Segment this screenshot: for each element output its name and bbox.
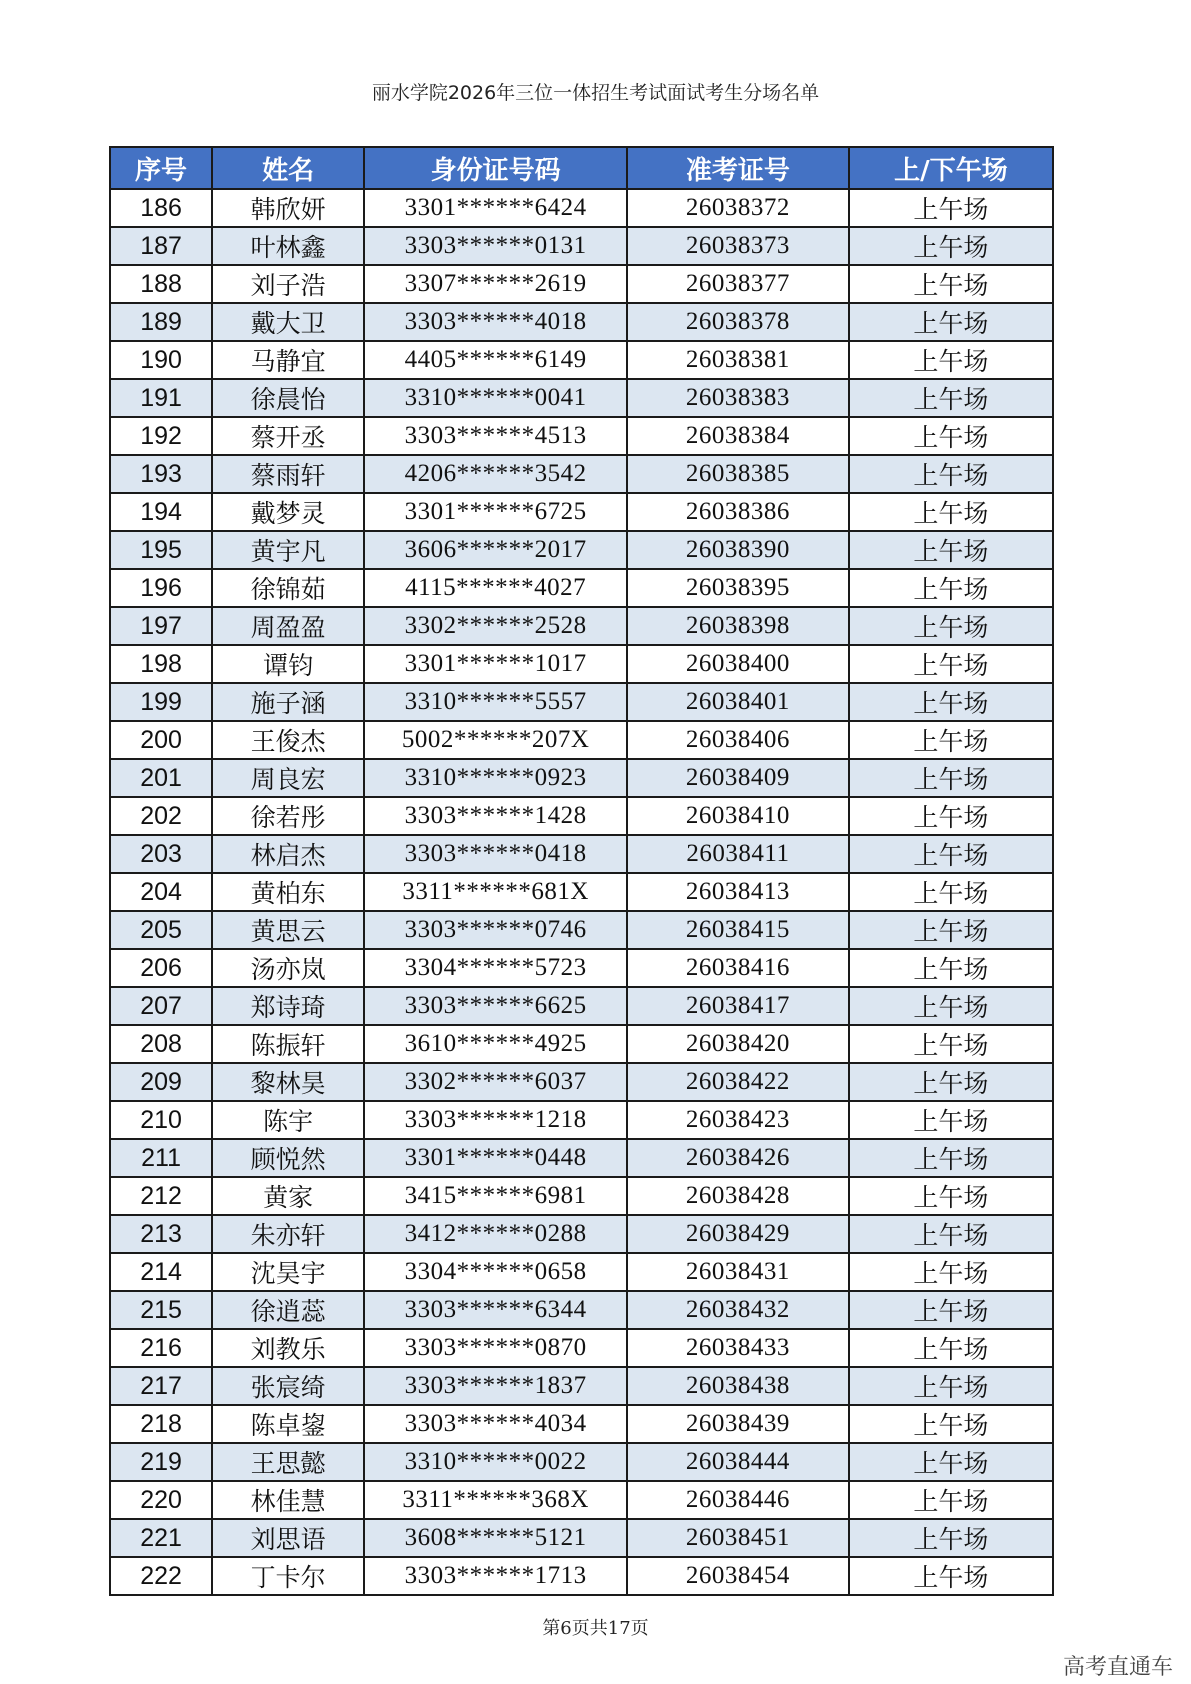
cell-id-number: 3303******0131 <box>364 227 627 265</box>
cell-session: 上午场 <box>849 1481 1053 1519</box>
cell-session: 上午场 <box>849 1291 1053 1329</box>
cell-id-number: 3310******5557 <box>364 683 627 721</box>
cell-name: 蔡开丞 <box>212 417 364 455</box>
cell-seq-no: 213 <box>110 1215 212 1253</box>
cell-id-number: 3303******0746 <box>364 911 627 949</box>
cell-session: 上午场 <box>849 227 1053 265</box>
cell-exam-number: 26038415 <box>627 911 849 949</box>
table-row <box>110 455 1053 493</box>
table-row <box>110 1291 1053 1329</box>
cell-session: 上午场 <box>849 303 1053 341</box>
table-row <box>110 1329 1053 1367</box>
cell-seq-no: 199 <box>110 683 212 721</box>
cell-seq-no: 201 <box>110 759 212 797</box>
cell-name: 陈宇 <box>212 1101 364 1139</box>
table-row <box>110 949 1053 987</box>
cell-name: 陈卓鋆 <box>212 1405 364 1443</box>
cell-id-number: 3310******0923 <box>364 759 627 797</box>
cell-session: 上午场 <box>849 1443 1053 1481</box>
cell-seq-no: 220 <box>110 1481 212 1519</box>
cell-name: 林佳慧 <box>212 1481 364 1519</box>
cell-name: 叶林鑫 <box>212 227 364 265</box>
cell-name: 陈振轩 <box>212 1025 364 1063</box>
cell-id-number: 3311******681X <box>364 873 627 911</box>
cell-id-number: 3608******5121 <box>364 1519 627 1557</box>
cell-exam-number: 26038378 <box>627 303 849 341</box>
cell-id-number: 3301******6725 <box>364 493 627 531</box>
header-exam-number: 准考证号 <box>627 147 849 189</box>
cell-name: 沈昊宇 <box>212 1253 364 1291</box>
cell-exam-number: 26038381 <box>627 341 849 379</box>
cell-exam-number: 26038401 <box>627 683 849 721</box>
watermark-text: 高考直通车 <box>1062 1655 1173 1680</box>
cell-id-number: 4206******3542 <box>364 455 627 493</box>
cell-id-number: 3303******0870 <box>364 1329 627 1367</box>
cell-exam-number: 26038432 <box>627 1291 849 1329</box>
cell-exam-number: 26038454 <box>627 1557 849 1595</box>
cell-exam-number: 26038431 <box>627 1253 849 1291</box>
cell-exam-number: 26038413 <box>627 873 849 911</box>
cell-name: 周盈盈 <box>212 607 364 645</box>
table-row <box>110 873 1053 911</box>
cell-session: 上午场 <box>849 1329 1053 1367</box>
cell-name: 汤亦岚 <box>212 949 364 987</box>
cell-session: 上午场 <box>849 265 1053 303</box>
cell-id-number: 3303******0418 <box>364 835 627 873</box>
cell-name: 王俊杰 <box>212 721 364 759</box>
cell-seq-no: 205 <box>110 911 212 949</box>
cell-session: 上午场 <box>849 1177 1053 1215</box>
cell-session: 上午场 <box>849 455 1053 493</box>
cell-id-number: 3415******6981 <box>364 1177 627 1215</box>
cell-seq-no: 202 <box>110 797 212 835</box>
cell-name: 谭钧 <box>212 645 364 683</box>
cell-seq-no: 190 <box>110 341 212 379</box>
table-body <box>110 189 1053 1595</box>
cell-exam-number: 26038400 <box>627 645 849 683</box>
cell-session: 上午场 <box>849 379 1053 417</box>
table-row <box>110 759 1053 797</box>
cell-seq-no: 194 <box>110 493 212 531</box>
cell-session: 上午场 <box>849 189 1053 227</box>
cell-id-number: 3302******2528 <box>364 607 627 645</box>
cell-session: 上午场 <box>849 1367 1053 1405</box>
cell-seq-no: 214 <box>110 1253 212 1291</box>
cell-name: 黎林昊 <box>212 1063 364 1101</box>
cell-seq-no: 203 <box>110 835 212 873</box>
cell-session: 上午场 <box>849 1025 1053 1063</box>
cell-session: 上午场 <box>849 987 1053 1025</box>
cell-id-number: 3301******1017 <box>364 645 627 683</box>
table-row <box>110 1481 1053 1519</box>
cell-id-number: 3303******6625 <box>364 987 627 1025</box>
cell-exam-number: 26038422 <box>627 1063 849 1101</box>
cell-session: 上午场 <box>849 1139 1053 1177</box>
cell-exam-number: 26038384 <box>627 417 849 455</box>
cell-seq-no: 222 <box>110 1557 212 1595</box>
cell-exam-number: 26038386 <box>627 493 849 531</box>
cell-exam-number: 26038409 <box>627 759 849 797</box>
cell-seq-no: 206 <box>110 949 212 987</box>
cell-id-number: 4405******6149 <box>364 341 627 379</box>
cell-seq-no: 208 <box>110 1025 212 1063</box>
cell-id-number: 3303******1837 <box>364 1367 627 1405</box>
table-row <box>110 1101 1053 1139</box>
cell-session: 上午场 <box>849 607 1053 645</box>
cell-seq-no: 219 <box>110 1443 212 1481</box>
table-row <box>110 987 1053 1025</box>
cell-id-number: 3303******4018 <box>364 303 627 341</box>
cell-exam-number: 26038416 <box>627 949 849 987</box>
cell-exam-number: 26038433 <box>627 1329 849 1367</box>
table-row <box>110 417 1053 455</box>
table-row <box>110 721 1053 759</box>
cell-name: 黄家 <box>212 1177 364 1215</box>
cell-exam-number: 26038439 <box>627 1405 849 1443</box>
cell-id-number: 3307******2619 <box>364 265 627 303</box>
cell-id-number: 3303******1713 <box>364 1557 627 1595</box>
cell-session: 上午场 <box>849 683 1053 721</box>
cell-name: 林启杰 <box>212 835 364 873</box>
table-header-row <box>110 147 1053 189</box>
cell-session: 上午场 <box>849 911 1053 949</box>
table-row <box>110 1519 1053 1557</box>
cell-name: 丁卡尔 <box>212 1557 364 1595</box>
table-row <box>110 1025 1053 1063</box>
candidate-table <box>109 146 1054 1596</box>
table-row <box>110 189 1053 227</box>
cell-name: 周良宏 <box>212 759 364 797</box>
table-row <box>110 683 1053 721</box>
cell-seq-no: 210 <box>110 1101 212 1139</box>
cell-exam-number: 26038373 <box>627 227 849 265</box>
table-row <box>110 1405 1053 1443</box>
cell-exam-number: 26038398 <box>627 607 849 645</box>
table-row <box>110 341 1053 379</box>
table-row <box>110 1557 1053 1595</box>
cell-session: 上午场 <box>849 1519 1053 1557</box>
cell-exam-number: 26038446 <box>627 1481 849 1519</box>
table-row <box>110 493 1053 531</box>
table-row <box>110 835 1053 873</box>
cell-exam-number: 26038411 <box>627 835 849 873</box>
cell-session: 上午场 <box>849 1557 1053 1595</box>
cell-seq-no: 218 <box>110 1405 212 1443</box>
cell-name: 王思懿 <box>212 1443 364 1481</box>
cell-seq-no: 198 <box>110 645 212 683</box>
cell-session: 上午场 <box>849 721 1053 759</box>
cell-seq-no: 188 <box>110 265 212 303</box>
cell-exam-number: 26038426 <box>627 1139 849 1177</box>
cell-session: 上午场 <box>849 645 1053 683</box>
cell-name: 徐逍蕊 <box>212 1291 364 1329</box>
cell-exam-number: 26038377 <box>627 265 849 303</box>
cell-id-number: 3304******0658 <box>364 1253 627 1291</box>
cell-name: 黄思云 <box>212 911 364 949</box>
cell-name: 徐锦茹 <box>212 569 364 607</box>
cell-seq-no: 212 <box>110 1177 212 1215</box>
cell-name: 蔡雨轩 <box>212 455 364 493</box>
cell-seq-no: 189 <box>110 303 212 341</box>
cell-exam-number: 26038428 <box>627 1177 849 1215</box>
cell-name: 黄柏东 <box>212 873 364 911</box>
cell-session: 上午场 <box>849 759 1053 797</box>
cell-session: 上午场 <box>849 1405 1053 1443</box>
table-row <box>110 1063 1053 1101</box>
cell-exam-number: 26038410 <box>627 797 849 835</box>
table-row <box>110 379 1053 417</box>
cell-seq-no: 193 <box>110 455 212 493</box>
table-row <box>110 1367 1053 1405</box>
cell-seq-no: 207 <box>110 987 212 1025</box>
cell-exam-number: 26038372 <box>627 189 849 227</box>
cell-session: 上午场 <box>849 873 1053 911</box>
cell-exam-number: 26038444 <box>627 1443 849 1481</box>
cell-exam-number: 26038390 <box>627 531 849 569</box>
cell-id-number: 3303******4513 <box>364 417 627 455</box>
cell-session: 上午场 <box>849 569 1053 607</box>
cell-seq-no: 186 <box>110 189 212 227</box>
cell-name: 戴梦灵 <box>212 493 364 531</box>
cell-id-number: 3303******4034 <box>364 1405 627 1443</box>
table-row <box>110 1139 1053 1177</box>
cell-exam-number: 26038417 <box>627 987 849 1025</box>
cell-seq-no: 216 <box>110 1329 212 1367</box>
cell-seq-no: 187 <box>110 227 212 265</box>
cell-name: 黄宇凡 <box>212 531 364 569</box>
cell-name: 徐晨怡 <box>212 379 364 417</box>
cell-id-number: 5002******207X <box>364 721 627 759</box>
table-row <box>110 607 1053 645</box>
cell-name: 韩欣妍 <box>212 189 364 227</box>
cell-seq-no: 221 <box>110 1519 212 1557</box>
cell-name: 刘思语 <box>212 1519 364 1557</box>
header-seq-no: 序号 <box>110 147 212 189</box>
cell-id-number: 3303******1218 <box>364 1101 627 1139</box>
cell-id-number: 3303******6344 <box>364 1291 627 1329</box>
table-row <box>110 645 1053 683</box>
cell-session: 上午场 <box>849 1253 1053 1291</box>
cell-id-number: 3310******0022 <box>364 1443 627 1481</box>
table-row <box>110 1253 1053 1291</box>
cell-session: 上午场 <box>849 1101 1053 1139</box>
cell-exam-number: 26038395 <box>627 569 849 607</box>
cell-exam-number: 26038438 <box>627 1367 849 1405</box>
page-footer: 第6页共17页 <box>542 1618 649 1639</box>
table-row <box>110 265 1053 303</box>
cell-name: 刘教乐 <box>212 1329 364 1367</box>
table-row <box>110 227 1053 265</box>
cell-id-number: 3303******1428 <box>364 797 627 835</box>
cell-seq-no: 196 <box>110 569 212 607</box>
table-row <box>110 569 1053 607</box>
cell-seq-no: 204 <box>110 873 212 911</box>
cell-seq-no: 200 <box>110 721 212 759</box>
cell-name: 刘子浩 <box>212 265 364 303</box>
table-row <box>110 1443 1053 1481</box>
cell-exam-number: 26038406 <box>627 721 849 759</box>
cell-exam-number: 26038429 <box>627 1215 849 1253</box>
cell-exam-number: 26038423 <box>627 1101 849 1139</box>
cell-seq-no: 192 <box>110 417 212 455</box>
cell-name: 顾悦然 <box>212 1139 364 1177</box>
cell-name: 张宸绮 <box>212 1367 364 1405</box>
header-session: 上/下午场 <box>849 147 1053 189</box>
cell-name: 马静宜 <box>212 341 364 379</box>
cell-seq-no: 191 <box>110 379 212 417</box>
cell-exam-number: 26038385 <box>627 455 849 493</box>
cell-name: 朱亦轩 <box>212 1215 364 1253</box>
cell-session: 上午场 <box>849 341 1053 379</box>
cell-id-number: 3310******0041 <box>364 379 627 417</box>
cell-id-number: 3301******0448 <box>364 1139 627 1177</box>
cell-id-number: 3610******4925 <box>364 1025 627 1063</box>
table-row <box>110 303 1053 341</box>
cell-seq-no: 215 <box>110 1291 212 1329</box>
cell-session: 上午场 <box>849 949 1053 987</box>
cell-session: 上午场 <box>849 417 1053 455</box>
cell-seq-no: 197 <box>110 607 212 645</box>
table-row <box>110 1215 1053 1253</box>
cell-id-number: 3302******6037 <box>364 1063 627 1101</box>
cell-seq-no: 217 <box>110 1367 212 1405</box>
document-title: 丽水学院2026年三位一体招生考试面试考生分场名单 <box>371 82 820 104</box>
cell-name: 施子涵 <box>212 683 364 721</box>
cell-name: 徐若彤 <box>212 797 364 835</box>
cell-id-number: 4115******4027 <box>364 569 627 607</box>
table-row <box>110 797 1053 835</box>
cell-id-number: 3304******5723 <box>364 949 627 987</box>
cell-session: 上午场 <box>849 531 1053 569</box>
header-id-number: 身份证号码 <box>364 147 627 189</box>
cell-exam-number: 26038420 <box>627 1025 849 1063</box>
cell-seq-no: 209 <box>110 1063 212 1101</box>
table-row <box>110 1177 1053 1215</box>
cell-id-number: 3412******0288 <box>364 1215 627 1253</box>
cell-id-number: 3311******368X <box>364 1481 627 1519</box>
cell-exam-number: 26038451 <box>627 1519 849 1557</box>
cell-seq-no: 195 <box>110 531 212 569</box>
cell-id-number: 3301******6424 <box>364 189 627 227</box>
cell-name: 戴大卫 <box>212 303 364 341</box>
cell-session: 上午场 <box>849 493 1053 531</box>
table-row <box>110 531 1053 569</box>
cell-session: 上午场 <box>849 1063 1053 1101</box>
cell-id-number: 3606******2017 <box>364 531 627 569</box>
table-row <box>110 911 1053 949</box>
cell-session: 上午场 <box>849 1215 1053 1253</box>
cell-session: 上午场 <box>849 835 1053 873</box>
cell-session: 上午场 <box>849 797 1053 835</box>
header-name: 姓名 <box>212 147 364 189</box>
cell-seq-no: 211 <box>110 1139 212 1177</box>
cell-exam-number: 26038383 <box>627 379 849 417</box>
cell-name: 郑诗琦 <box>212 987 364 1025</box>
